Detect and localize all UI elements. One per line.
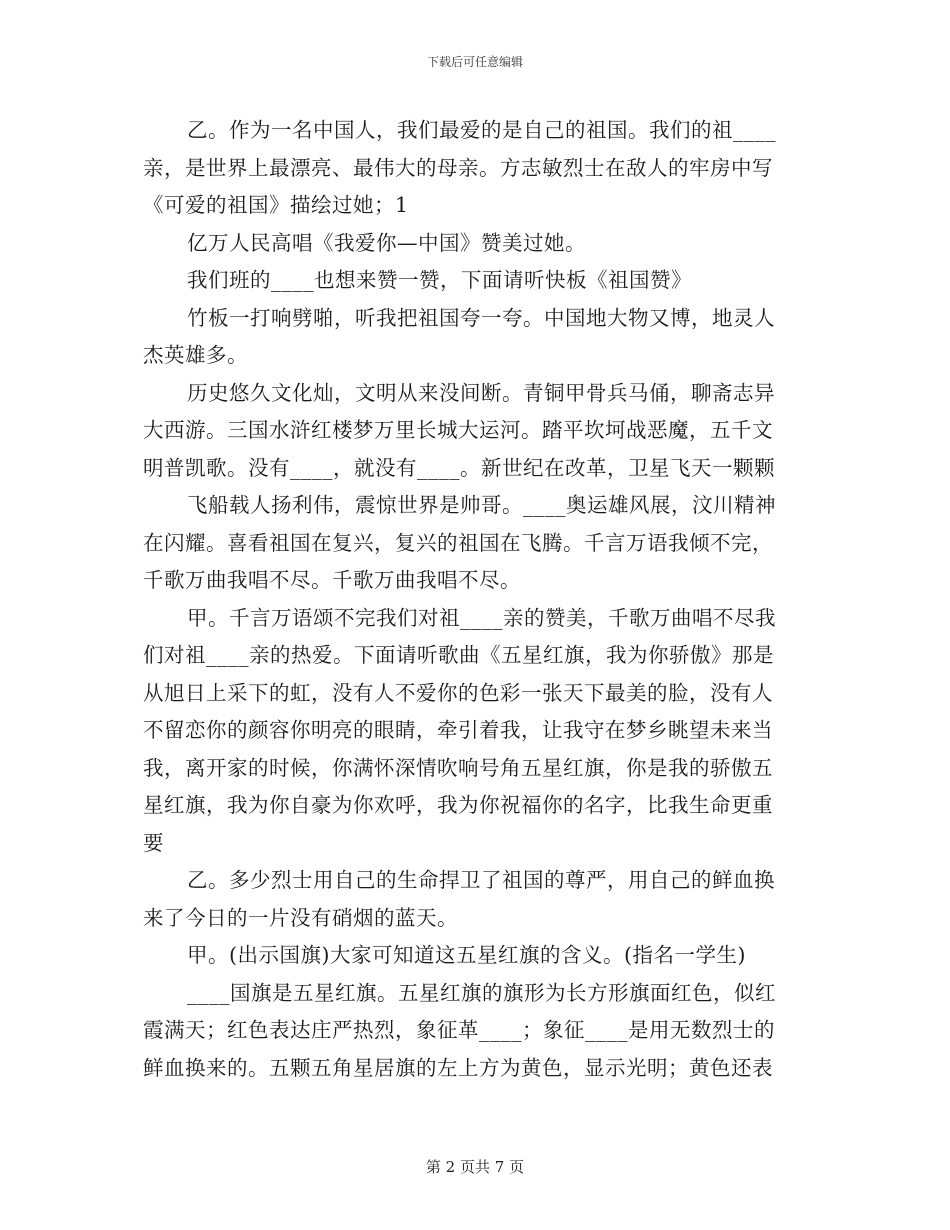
text-line: 历史悠久文化灿，文明从来没间断。青铜甲骨兵马俑，聊斋志异 bbox=[187, 380, 775, 405]
text-line: 从旭日上采下的虹，没有人不爱你的色彩一张天下最美的脸，没有人 bbox=[143, 680, 773, 705]
page-header: 下载后可任意编辑 bbox=[426, 55, 523, 69]
text-line: 乙。多少烈士用自己的生命捍卫了祖国的尊严，用自己的鲜血换 bbox=[187, 868, 775, 892]
text-line: 要 bbox=[143, 830, 164, 855]
text-line: 《可爱的祖国》描绘过她；1 bbox=[143, 193, 409, 217]
text-line: 千歌万曲我唱不尽。千歌万曲我唱不尽。 bbox=[143, 568, 521, 592]
text-line: 来了今日的一片没有硝烟的蓝天。 bbox=[143, 905, 458, 930]
page-footer: 第 2 页共 7 页 bbox=[425, 1158, 525, 1176]
text-line: 鲜血换来的。五颗五角星居旗的左上方为黄色，显示光明；黄色还表 bbox=[143, 1055, 773, 1080]
text-line: 我，离开家的时候，你满怀深情吹响号角五星红旗，你是我的骄傲五 bbox=[143, 755, 773, 780]
document-body bbox=[143, 112, 803, 1087]
text-line: 星红旗，我为你自豪为你欢呼，我为你祝福你的名字，比我生命更重 bbox=[143, 793, 773, 817]
text-line: 亲，是世界上最漂亮、最伟大的母亲。方志敏烈士在敌人的牢房中写 bbox=[143, 155, 773, 180]
text-line: ____国旗是五星红旗。五星红旗的旗形为长方形旗面红色，似红 bbox=[187, 980, 776, 1005]
text-line: 我们班的____也想来赞一赞，下面请听快板《祖国赞》 bbox=[187, 268, 692, 292]
text-line: 飞船载人扬利伟，震惊世界是帅哥。____奥运雄风展，汶川精神 bbox=[187, 493, 776, 517]
text-line: 不留恋你的颜容你明亮的眼睛，牵引着我，让我守在梦乡眺望未来当 bbox=[143, 718, 773, 742]
text-line: 甲。千言万语颂不完我们对祖____亲的赞美，千歌万曲唱不尽我 bbox=[187, 605, 776, 630]
text-line: 甲。(出示国旗)大家可知道这五星红旗的含义。(指名一学生) bbox=[187, 943, 746, 967]
text-line: 在闪耀。喜看祖国在复兴，复兴的祖国在飞腾。千言万语我倾不完， bbox=[143, 530, 773, 555]
text-line: 大西游。三国水浒红楼梦万里长城大运河。踏平坎坷战恶魔，五千文 bbox=[143, 418, 773, 442]
text-line: 们对祖____亲的热爱。下面请听歌曲《五星红旗，我为你骄傲》那是 bbox=[143, 643, 774, 667]
text-line: 明普凯歌。没有____，就没有____。新世纪在改革，卫星飞天一颗颗 bbox=[143, 455, 775, 480]
text-line: 霞满天；红色表达庄严热烈，象征革____；象征____是用无数烈士的 bbox=[143, 1018, 775, 1042]
text-line: 乙。作为一名中国人，我们最爱的是自己的祖国。我们的祖____ bbox=[187, 118, 776, 142]
text-line: 杰英雄多。 bbox=[143, 343, 248, 367]
text-line: 竹板一打响劈啪，听我把祖国夸一夸。中国地大物又博，地灵人 bbox=[187, 305, 775, 330]
text-line: 亿万人民高唱《我爱你—中国》赞美过她。 bbox=[187, 230, 586, 255]
